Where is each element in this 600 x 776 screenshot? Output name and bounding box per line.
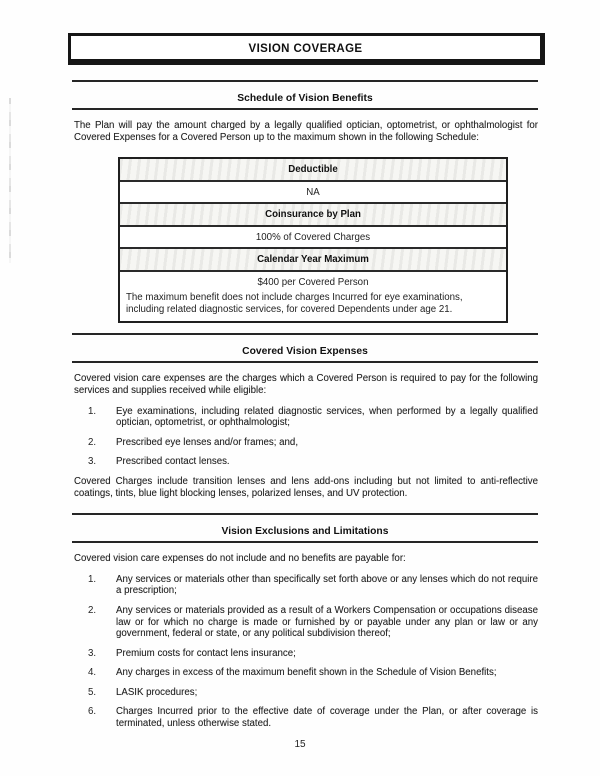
table-value-coinsurance: 100% of Covered Charges bbox=[120, 227, 506, 250]
list-item-text: Any services or materials other than specifically set forth above or any lenses which do not require a prescription; bbox=[116, 573, 538, 597]
table-header-coinsurance: Coinsurance by Plan bbox=[120, 204, 506, 227]
list-item-text: Premium costs for contact lens insurance; bbox=[116, 647, 296, 659]
section-heading: Vision Exclusions and Limitations bbox=[221, 526, 389, 538]
exclusions-intro-paragraph: Covered vision care expenses do not include and no benefits are payable for: bbox=[74, 553, 406, 565]
schedule-intro-paragraph: The Plan will pay the amount charged by a legally qualified optician, optometrist, or ophthalmologist for Covered Expenses for a Covered Person up to the maximum shown in the following Schedule: bbox=[74, 120, 538, 143]
list-item-number: 4. bbox=[88, 667, 97, 679]
list-item bbox=[74, 648, 538, 660]
table-value-deductible: NA bbox=[120, 182, 506, 205]
table-value-calendar-year-maximum: $400 per Covered Person bbox=[257, 276, 369, 288]
list-item bbox=[74, 574, 538, 597]
list-item bbox=[74, 667, 538, 679]
section-heading: Covered Vision Expenses bbox=[242, 346, 368, 358]
list-item-text: Prescribed eye lenses and/or frames; and, bbox=[116, 436, 299, 448]
list-item-number: 3. bbox=[88, 456, 97, 468]
list-item-number: 6. bbox=[88, 706, 97, 718]
list-item bbox=[74, 456, 538, 468]
list-item bbox=[74, 687, 538, 699]
expenses-intro-paragraph: Covered vision care expenses are the charges which a Covered Person is required to pay for the following services and supplies received while eligible: bbox=[74, 373, 538, 396]
table-note: The maximum benefit does not include charges Incurred for eye examinations, including related diagnostic services, for covered Dependents under age 21. bbox=[126, 292, 463, 315]
page-number: 15 bbox=[294, 739, 306, 750]
list-item-text: Eye examinations, including related diagnostic services, when performed by a legally qualified optician, optometrist, or ophthalmologist; bbox=[116, 405, 538, 429]
list-item bbox=[74, 437, 538, 449]
list-item-number: 2. bbox=[88, 604, 97, 616]
table-header-calendar-year-maximum: Calendar Year Maximum bbox=[120, 249, 506, 272]
list-item bbox=[74, 706, 538, 729]
list-item-number: 1. bbox=[88, 405, 97, 417]
section-header-schedule bbox=[72, 80, 538, 110]
list-item bbox=[74, 406, 538, 429]
list-item-number: 3. bbox=[88, 647, 97, 659]
section-header-expenses bbox=[72, 333, 538, 363]
document-title: VISION COVERAGE bbox=[248, 43, 363, 55]
expenses-list bbox=[74, 406, 538, 468]
scan-artifact bbox=[9, 98, 11, 263]
table-header-deductible: Deductible bbox=[120, 159, 506, 182]
covered-charges-paragraph: Covered Charges include transition lenses and lens add-ons including but not limited to anti-reflective coatings, tints, blue light blocking lenses, polarized lenses, and UV protection. bbox=[74, 475, 538, 499]
list-item-text: Any charges in excess of the maximum benefit shown in the Schedule of Vision Benefits; bbox=[116, 667, 497, 679]
schedule-of-benefits-table bbox=[118, 157, 508, 323]
list-item-number: 2. bbox=[88, 436, 97, 448]
list-item-number: 1. bbox=[88, 573, 97, 585]
section-heading: Schedule of Vision Benefits bbox=[237, 93, 373, 104]
list-item-text: Charges Incurred prior to the effective date of coverage under the Plan, or after coverage is terminated, unless otherwise stated. bbox=[116, 706, 538, 730]
exclusions-list bbox=[74, 574, 538, 730]
list-item-text: Any services or materials provided as a result of a Workers Compensation or occupations disease law or for which no charge is made or furnished by or payable under any plan or law or any government, federal or state, or any political subdivision thereof; bbox=[116, 604, 538, 640]
list-item-text: LASIK procedures; bbox=[116, 686, 198, 698]
list-item bbox=[74, 605, 538, 640]
list-item-number: 5. bbox=[88, 686, 97, 698]
document-title-box bbox=[68, 33, 545, 65]
list-item-text: Prescribed contact lenses. bbox=[116, 456, 230, 468]
section-header-exclusions bbox=[72, 513, 538, 543]
